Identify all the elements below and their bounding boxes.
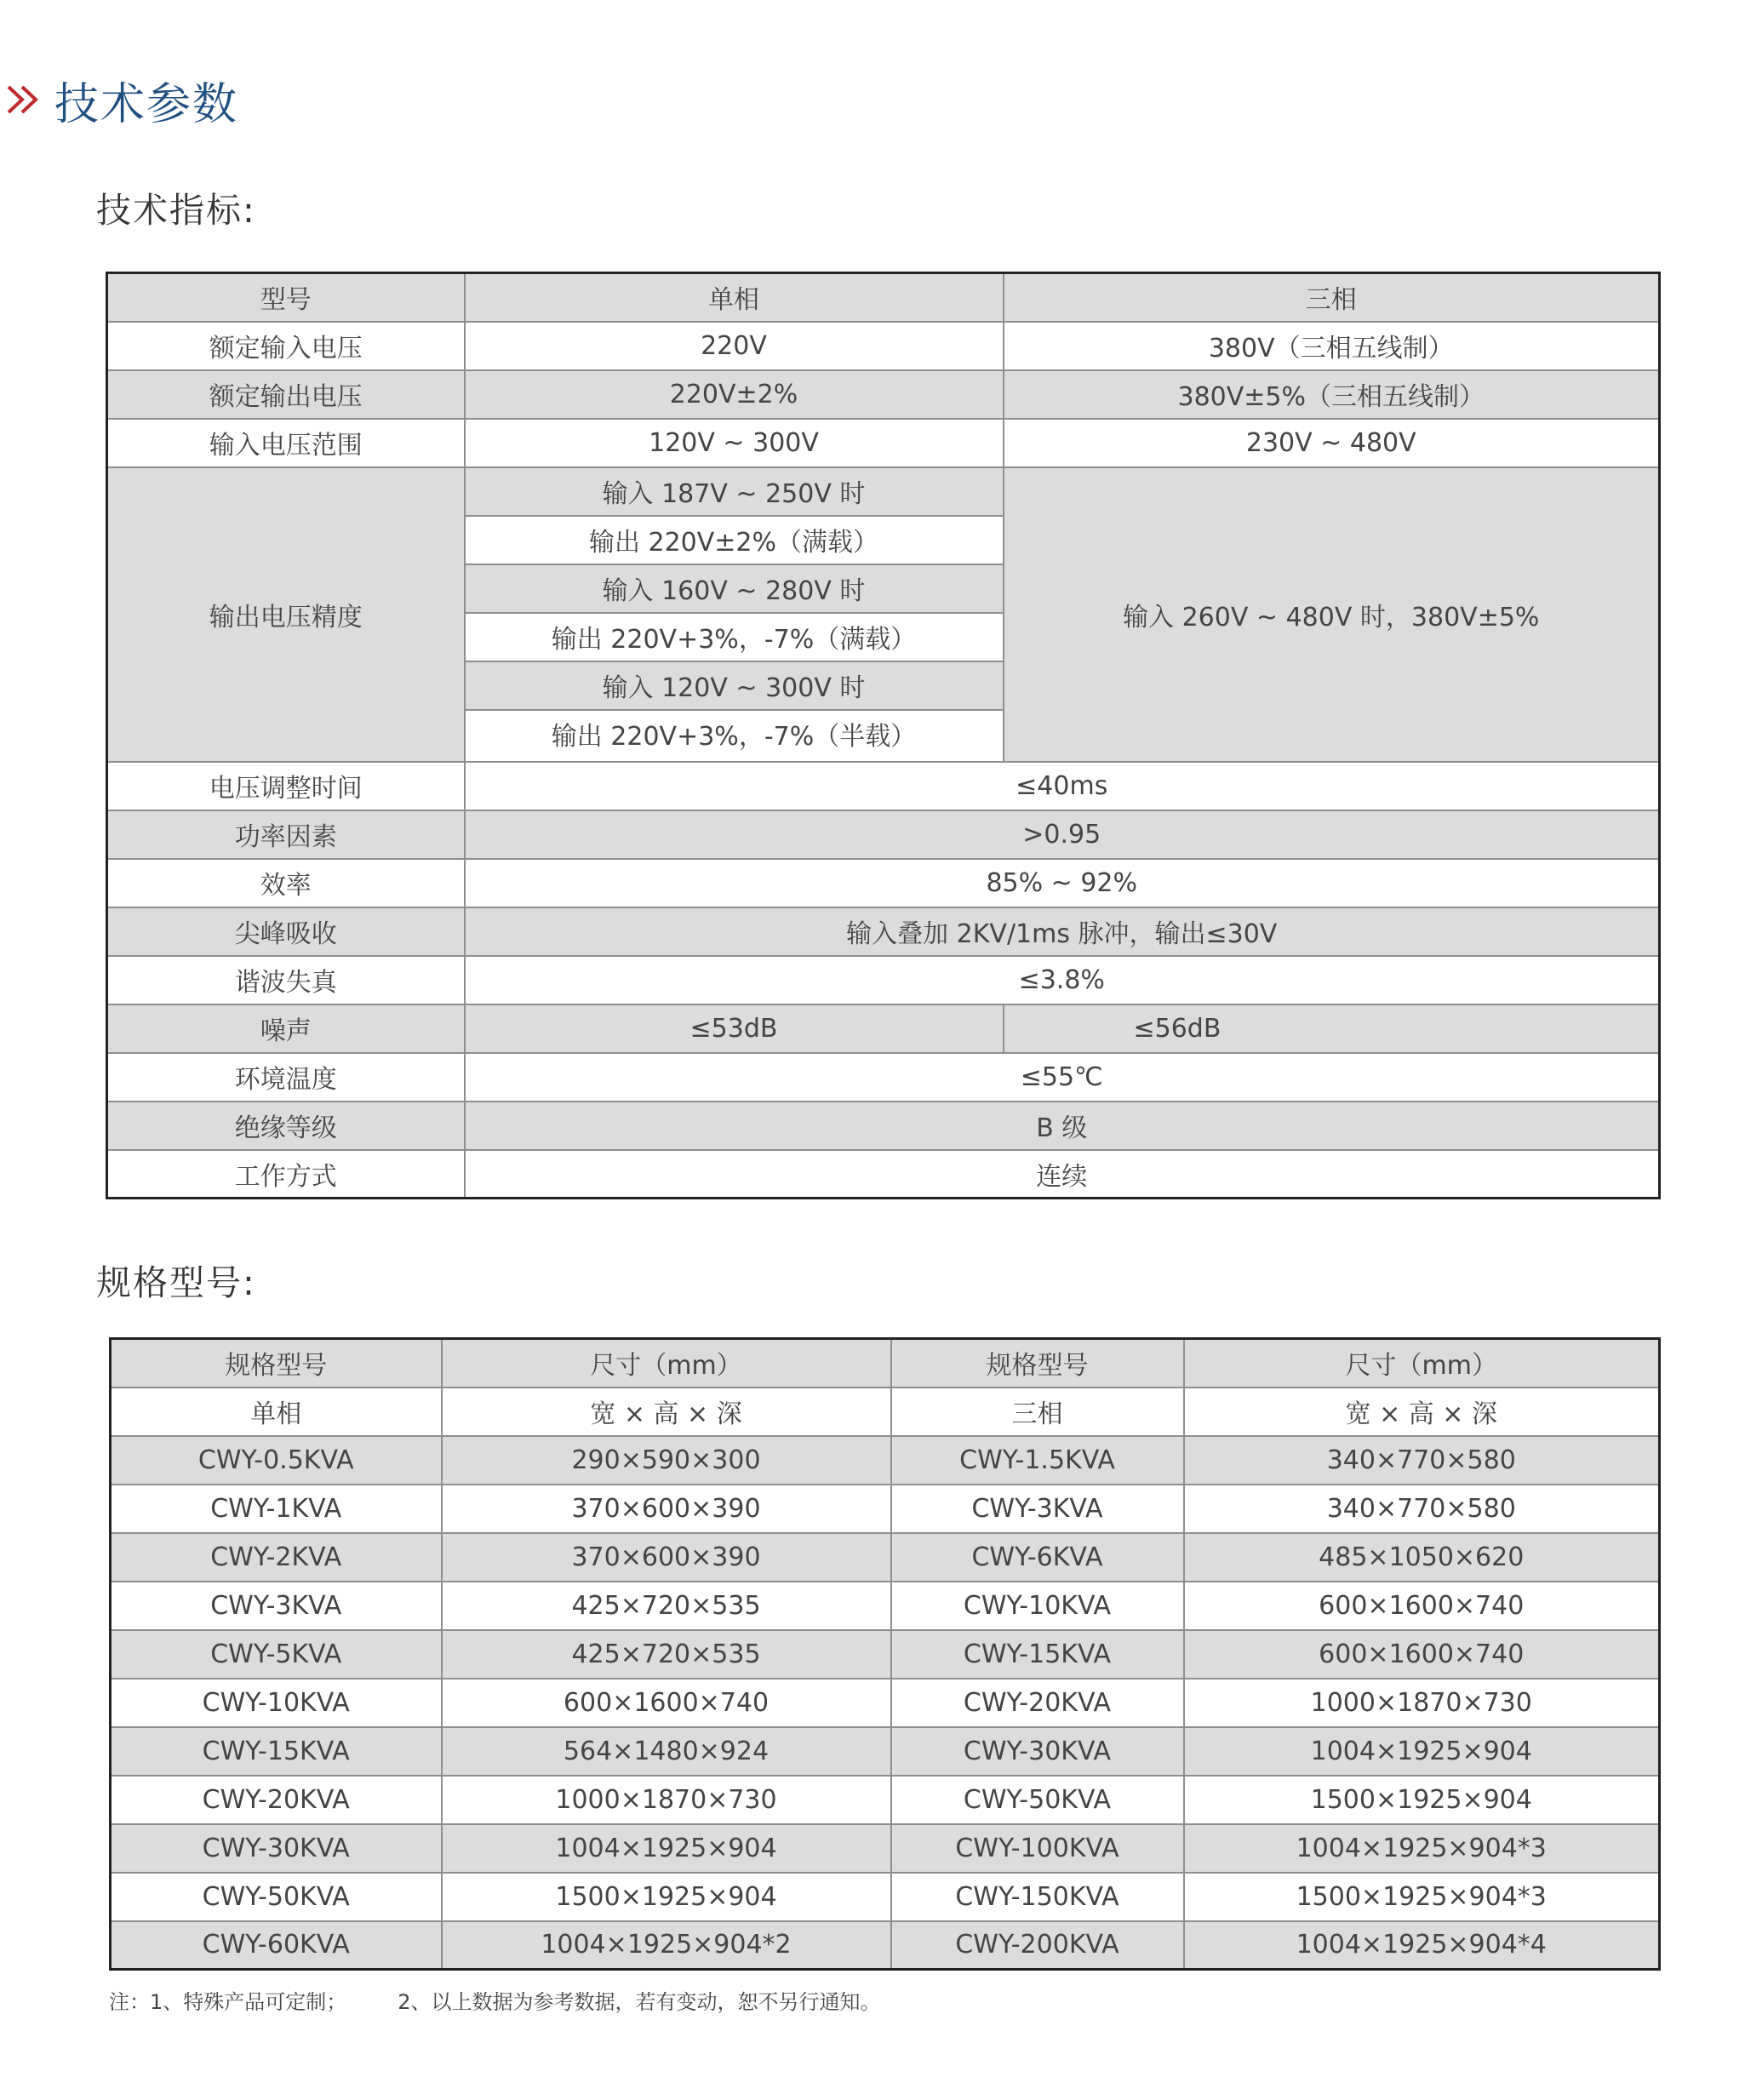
cell-size-single: 425×720×535 [442,1630,891,1679]
table-row [111,1824,1660,1873]
accuracy-line: 输出 220V+3%，-7%（满载） [466,613,1003,661]
subheader-phase-three: 三相 [891,1388,1184,1436]
cell-single: 120V ~ 300V [465,419,1004,467]
cell-model-single: CWY-50KVA [111,1873,442,1921]
accuracy-line: 输入 187V ~ 250V 时 [466,468,1003,516]
section-title: 技术参数 [54,78,239,130]
cell-size-single: 370×600×390 [442,1533,891,1582]
table-row [107,370,1660,419]
cell-model-single: CWY-2KVA [111,1533,442,1582]
table-row [111,1436,1660,1485]
cell-size-three: 1500×1925×904*3 [1184,1873,1660,1921]
cell-model-single: CWY-60KVA [111,1921,442,1970]
cell-model-three: CWY-200KVA [891,1921,1184,1970]
table-row [111,1582,1660,1630]
row-label: 功率因素 [107,810,465,859]
header-three: 三相 [1004,273,1660,322]
table-row [111,1679,1660,1727]
table-row [107,322,1660,370]
table-row [111,1727,1660,1776]
cell-size-single: 290×590×300 [442,1436,891,1485]
table-row [111,1485,1660,1533]
cell-model-three: CWY-150KVA [891,1873,1184,1921]
cell-size-single: 425×720×535 [442,1582,891,1630]
cell-size-single: 1004×1925×904 [442,1824,891,1873]
table-row [111,1921,1660,1970]
row-label: 额定输入电压 [107,322,465,370]
cell-model-single: CWY-20KVA [111,1776,442,1824]
cell-size-three: 1500×1925×904 [1184,1776,1660,1824]
cell-size-three: 1004×1925×904 [1184,1727,1660,1776]
cell-size-three: 1004×1925×904*4 [1184,1921,1660,1970]
footnote-1: 注：1、特殊产品可定制； [109,1990,347,2014]
table-row [107,419,1660,467]
cell-model-three: CWY-10KVA [891,1582,1184,1630]
cell-size-three: 1004×1925×904*3 [1184,1824,1660,1873]
cell-value: 连续 [465,1150,1660,1199]
row-label: 效率 [107,859,465,907]
cell-size-three: 340×770×580 [1184,1485,1660,1533]
header-size-three: 尺寸（mm） [1184,1339,1660,1388]
cell-single: 220V [465,322,1004,370]
tech-subtitle: 技术指标: [96,190,256,231]
cell-model-single: CWY-10KVA [111,1679,442,1727]
cell-value: ≤3.8% [465,956,1660,1004]
cell-model-single: CWY-30KVA [111,1824,442,1873]
spec-table [109,1337,1661,1971]
cell-value: B 级 [465,1101,1660,1150]
cell-model-three: CWY-50KVA [891,1776,1184,1824]
cell-size-single: 1004×1925×904*2 [442,1921,891,1970]
table-row [111,1873,1660,1921]
cell-model-three: CWY-6KVA [891,1533,1184,1582]
table-row [107,859,1660,907]
table-row [107,907,1660,956]
table-row [107,1101,1660,1150]
table-row [111,1533,1660,1582]
table-row [111,1630,1660,1679]
accuracy-line: 输出 220V±2%（满载） [466,516,1003,564]
cell-size-three: 1000×1870×730 [1184,1679,1660,1727]
header-model-single: 规格型号 [111,1339,442,1388]
cell-three: 输入 260V ~ 480V 时，380V±5% [1004,467,1660,762]
section-heading [3,70,238,129]
cell-value: 85% ~ 92% [465,859,1660,907]
cell-size-single: 564×1480×924 [442,1727,891,1776]
row-label: 工作方式 [107,1150,465,1199]
row-label: 输出电压精度 [107,467,465,762]
cell-size-single: 1500×1925×904 [442,1873,891,1921]
cell-model-three: CWY-3KVA [891,1485,1184,1533]
table-row [107,1150,1660,1199]
tech-header-row [107,273,1660,322]
footnote-2: 2、以上数据为参考数据，若有变动，恕不另行通知。 [398,1990,881,2014]
accuracy-line: 输入 120V ~ 300V 时 [466,661,1003,710]
row-label: 尖峰吸收 [107,907,465,956]
subheader-dims-three: 宽 × 高 × 深 [1184,1388,1660,1436]
double-chevron-right-icon [3,82,49,117]
header-model: 型号 [107,273,465,322]
cell-value: ≤55℃ [465,1053,1660,1101]
cell-size-three: 600×1600×740 [1184,1630,1660,1679]
cell-three: 380V（三相五线制） [1004,322,1660,370]
row-label: 额定输出电压 [107,370,465,419]
cell-value: >0.95 [465,810,1660,859]
spec-header-row [111,1339,1660,1388]
subheader-dims-single: 宽 × 高 × 深 [442,1388,891,1436]
cell-value: 输入叠加 2KV/1ms 脉冲，输出≤30V [465,907,1660,956]
row-label: 输入电压范围 [107,419,465,467]
cell-model-three: CWY-100KVA [891,1824,1184,1873]
cell-single: 220V±2% [465,370,1004,419]
accuracy-subtable [466,468,1003,758]
cell-model-single: CWY-3KVA [111,1582,442,1630]
header-size-single: 尺寸（mm） [442,1339,891,1388]
cell-model-three: CWY-30KVA [891,1727,1184,1776]
cell-size-three: 485×1050×620 [1184,1533,1660,1582]
accuracy-single-cell [465,467,1004,762]
table-row [111,1776,1660,1824]
cell-model-three: CWY-15KVA [891,1630,1184,1679]
table-row [107,956,1660,1004]
accuracy-line: 输入 160V ~ 280V 时 [466,564,1003,613]
cell-model-three: CWY-20KVA [891,1679,1184,1727]
row-label: 绝缘等级 [107,1101,465,1150]
cell-model-single: CWY-5KVA [111,1630,442,1679]
cell-size-three: 600×1600×740 [1184,1582,1660,1630]
cell-model-single: CWY-15KVA [111,1727,442,1776]
cell-model-single: CWY-0.5KVA [111,1436,442,1485]
table-row [107,1004,1660,1053]
cell-three: ≤56dB [1004,1004,1660,1053]
tech-table [106,272,1661,1199]
spec-subtitle: 规格型号: [96,1262,256,1303]
table-row [107,762,1660,810]
table-row [107,810,1660,859]
table-row [107,467,1660,762]
cell-model-single: CWY-1KVA [111,1485,442,1533]
subheader-phase-single: 单相 [111,1388,442,1436]
footnote [109,1985,881,2015]
header-model-three: 规格型号 [891,1339,1184,1388]
cell-size-single: 600×1600×740 [442,1679,891,1727]
cell-value: ≤40ms [465,762,1660,810]
cell-three: 380V±5%（三相五线制） [1004,370,1660,419]
accuracy-line: 输出 220V+3%，-7%（半载） [466,710,1003,758]
cell-size-single: 1000×1870×730 [442,1776,891,1824]
row-label: 电压调整时间 [107,762,465,810]
header-single: 单相 [465,273,1004,322]
row-label: 谐波失真 [107,956,465,1004]
cell-size-single: 370×600×390 [442,1485,891,1533]
spec-subheader-row [111,1388,1660,1436]
row-label: 环境温度 [107,1053,465,1101]
cell-size-three: 340×770×580 [1184,1436,1660,1485]
cell-three: 230V ~ 480V [1004,419,1660,467]
cell-model-three: CWY-1.5KVA [891,1436,1184,1485]
row-label: 噪声 [107,1004,465,1053]
cell-single: ≤53dB [465,1004,1004,1053]
table-row [107,1053,1660,1101]
